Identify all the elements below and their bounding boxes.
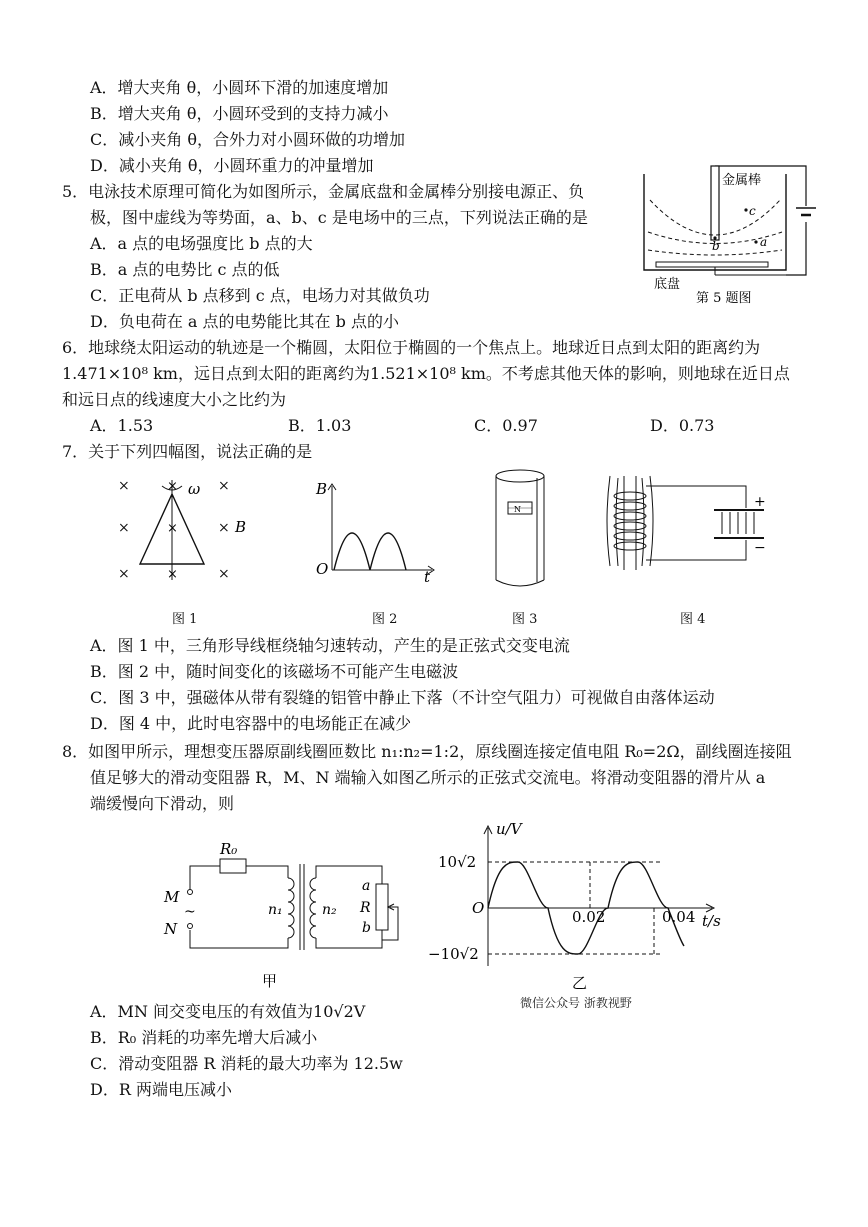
q7-figure-3 <box>490 468 550 593</box>
q7-caption-3: 图 3 <box>512 612 538 627</box>
q7-option-d: D．图 4 中，此时电容器中的电场能正在减少 <box>90 714 412 733</box>
q8-fig-yi-tick1: 0.02 <box>572 908 606 926</box>
q7-fig1-omega: ω <box>188 480 201 498</box>
q5-point-b: b <box>712 239 720 253</box>
q5-option-d: D．负电荷在 a 点的电势能比其在 b 点的小 <box>90 312 399 331</box>
q7-fig4-plus: + <box>754 494 766 510</box>
q8-fig-b: b <box>362 920 371 936</box>
q6-stem-line1: 6．地球绕太阳运动的轨迹是一个椭圆，太阳位于椭圆的一个焦点上。地球近日点到太阳的距离约为 <box>62 338 761 357</box>
q8-fig-r0: R₀ <box>220 840 238 858</box>
q4-option-d: D．减小夹角 θ，小圆环重力的冲量增加 <box>90 156 374 175</box>
q5-option-a: A．a 点的电场强度比 b 点的大 <box>90 234 313 253</box>
q7-fig4-minus: − <box>754 540 766 556</box>
svg-text:×: × <box>218 566 230 582</box>
svg-text:×: × <box>118 520 130 536</box>
q8-stem-line2: 值足够大的滑动变阻器 R，M、N 端输入如图乙所示的正弦式交流电。将滑动变阻器的滑片从 a <box>90 768 766 787</box>
q8-stem-line3: 端缓慢向下滑动，则 <box>90 794 235 813</box>
q7-stem: 7．关于下列四幅图，说法正确的是 <box>62 442 313 461</box>
q7-caption-4: 图 4 <box>680 612 706 627</box>
q8-figure-yi <box>420 818 730 993</box>
svg-text:×: × <box>118 478 130 494</box>
q8-stem-line1: 8．如图甲所示，理想变压器原副线圈匝数比 n₁:n₂=1:2，原线圈连接定值电阻 R₀=2Ω，副线圈连接阻 <box>62 742 792 761</box>
q8-fig-jia-caption: 甲 <box>262 972 278 990</box>
q6-option-a: A．1.53 <box>90 416 154 435</box>
q6-option-b: B．1.03 <box>288 416 352 435</box>
q7-fig2-x-axis: t <box>424 568 431 584</box>
svg-text:×: × <box>167 479 178 494</box>
q7-caption-1: 图 1 <box>172 612 198 627</box>
q5-stem-line1: 5．电泳技术原理可简化为如图所示，金属底盘和金属棒分别接电源正、负 <box>62 182 585 201</box>
q4-option-b: B．增大夹角 θ，小圆环受到的支持力减小 <box>90 104 389 123</box>
q4-option-a: A．增大夹角 θ，小圆环下滑的加速度增加 <box>90 78 389 97</box>
q8-fig-a: a <box>362 878 371 894</box>
q8-fig-yi-y-axis: u/V <box>496 820 522 838</box>
q8-option-b: B．R₀ 消耗的功率先增大后减小 <box>90 1028 318 1047</box>
svg-text:×: × <box>167 567 178 582</box>
q8-fig-m: M <box>164 888 180 906</box>
q8-fig-tilde: ~ <box>184 904 196 920</box>
q4-option-c: C．减小夹角 θ，合外力对小圆环做的功增加 <box>90 130 405 149</box>
q5-point-c: c <box>749 204 756 218</box>
q7-figure-2 <box>310 474 440 584</box>
q6-stem-line2: 1.471×10⁸ km，远日点到太阳的距离约为1.521×10⁸ km。不考虑其他天体的影响，则地球在近日点 <box>62 364 790 383</box>
q6-stem-line3: 和远日点的线速度大小之比约为 <box>62 390 287 409</box>
q7-fig2-origin: O <box>316 560 329 578</box>
svg-text:×: × <box>118 566 130 582</box>
q8-fig-n: N <box>164 920 178 938</box>
q8-option-c: C．滑动变阻器 R 消耗的最大功率为 12.5w <box>90 1054 403 1073</box>
q5-option-b: B．a 点的电势比 c 点的低 <box>90 260 280 279</box>
q7-option-a: A．图 1 中，三角形导线框绕轴匀速转动，产生的是正弦式交变电流 <box>90 636 570 655</box>
svg-text:×: × <box>167 521 178 536</box>
q5-rod-label: 金属棒 <box>722 173 762 188</box>
q7-caption-2: 图 2 <box>372 612 398 627</box>
q7-fig2-y-axis: B <box>316 480 328 498</box>
q8-fig-n2: n₂ <box>322 902 337 918</box>
watermark-text: 微信公众号 浙教视野 <box>520 996 632 1010</box>
q5-stem-line2: 极，图中虚线为等势面，a、b、c 是电场中的三点，下列说法正确的是 <box>90 208 588 227</box>
q8-figure-jia <box>150 826 420 991</box>
q5-base-label: 底盘 <box>654 277 681 292</box>
q8-option-d: D．R 两端电压减小 <box>90 1080 232 1099</box>
q6-option-c: C．0.97 <box>474 416 538 435</box>
q8-fig-r: R <box>360 900 371 916</box>
q8-fig-yi-caption: 乙 <box>572 974 588 992</box>
q8-fig-yi-tick2: 0.04 <box>662 908 696 926</box>
q5-figure-caption: 第 5 题图 <box>696 291 752 306</box>
magnet-n-label: N <box>514 505 521 514</box>
svg-text:×: × <box>218 520 230 536</box>
q8-fig-yi-x-axis: t/s <box>702 912 721 930</box>
q8-fig-n1: n₁ <box>268 902 283 918</box>
q7-option-b: B．图 2 中，随时间变化的该磁场不可能产生电磁波 <box>90 662 459 681</box>
svg-text:×: × <box>218 478 230 494</box>
q5-option-c: C．正电荷从 b 点移到 c 点，电场力对其做负功 <box>90 286 430 305</box>
q8-fig-yi-origin: O <box>472 899 485 917</box>
q7-fig1-field: B <box>235 518 247 536</box>
q7-option-c: C．图 3 中，强磁体从带有裂缝的铝管中静止下落（不计空气阻力）可视做自由落体运动 <box>90 688 715 707</box>
q7-figure-1 <box>110 472 260 587</box>
q5-figure <box>636 160 826 310</box>
q5-point-a: a <box>760 235 768 249</box>
q6-option-d: D．0.73 <box>650 416 715 435</box>
q8-fig-yi-ymax: 10√2 <box>438 853 477 871</box>
q8-option-a: A．MN 间交变电压的有效值为10√2V <box>90 1002 366 1021</box>
q8-fig-yi-ymin: −10√2 <box>428 945 479 963</box>
q7-figure-4 <box>604 466 779 581</box>
